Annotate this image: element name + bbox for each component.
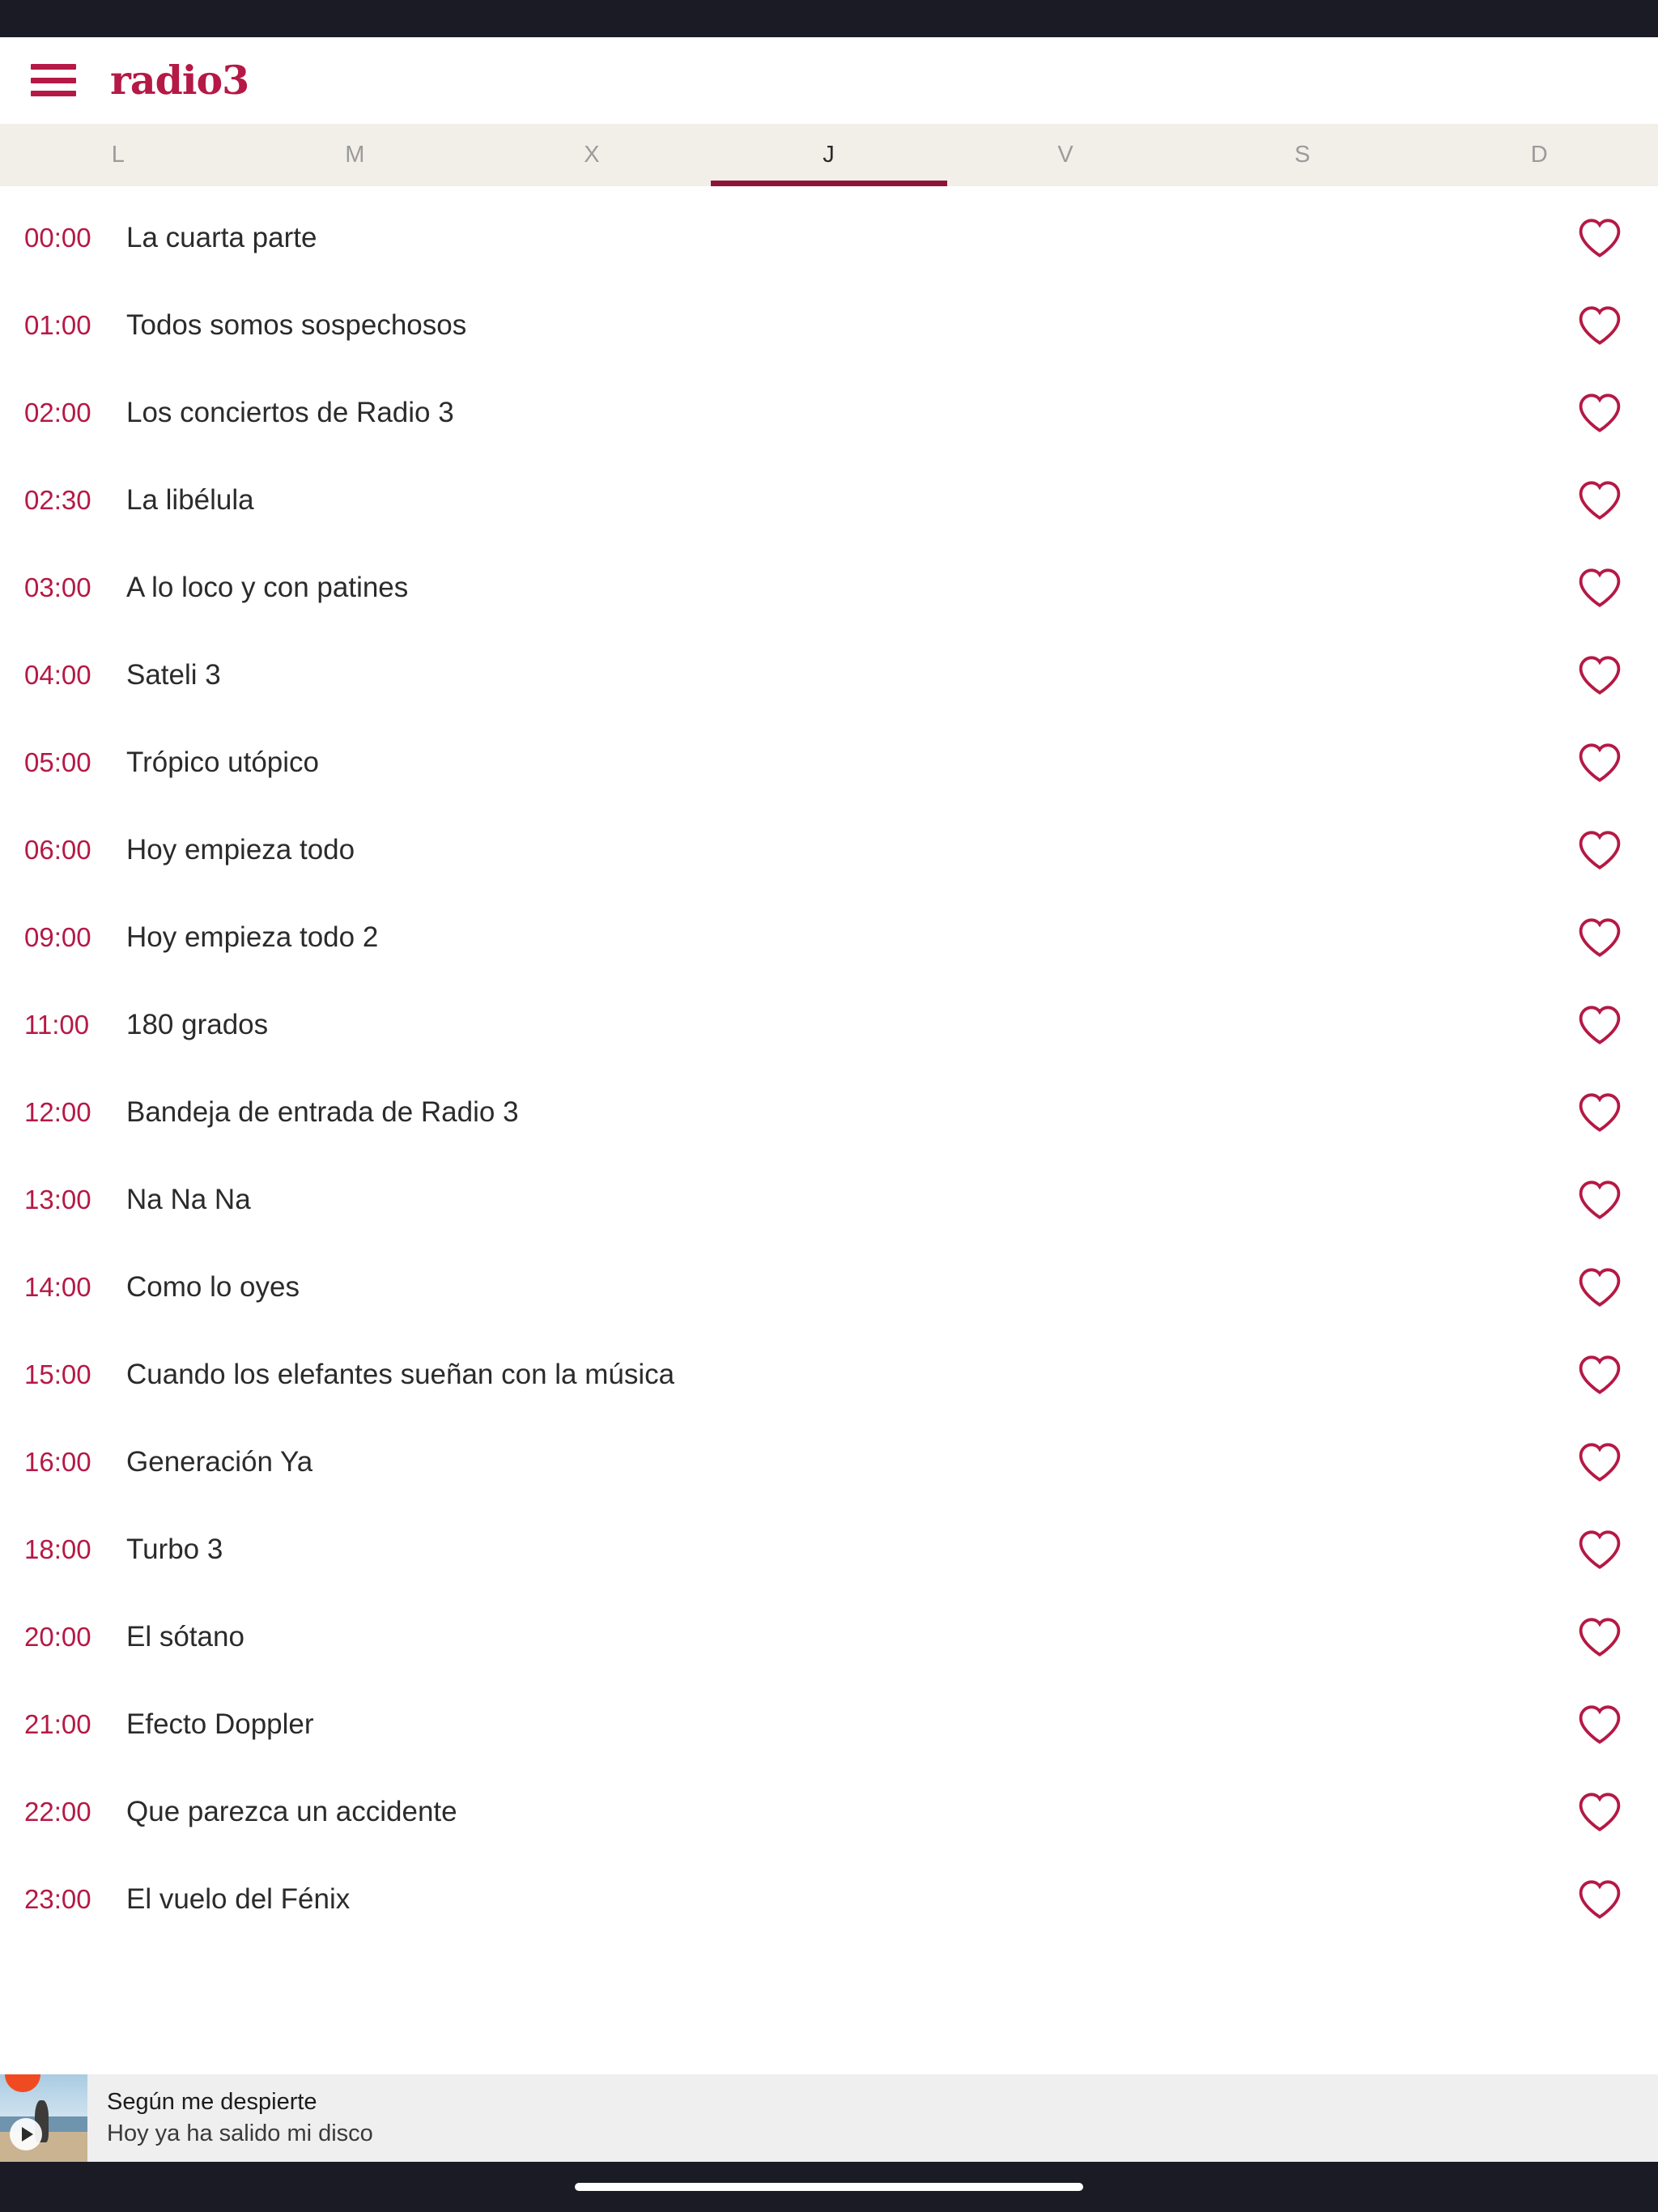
schedule-row-title: La libélula xyxy=(126,484,254,516)
day-tab-label: X xyxy=(584,142,601,168)
schedule-row-time: 16:00 xyxy=(24,1447,91,1477)
hamburger-menu-icon[interactable] xyxy=(31,64,76,96)
schedule-row-time: 13:00 xyxy=(24,1185,91,1214)
schedule-row-time: 18:00 xyxy=(24,1534,91,1564)
day-tab-label: V xyxy=(1057,142,1074,168)
schedule-row-time: 02:30 xyxy=(24,485,91,515)
heart-icon[interactable] xyxy=(1577,1704,1622,1746)
day-tab-d[interactable] xyxy=(1421,124,1658,186)
schedule-row[interactable] xyxy=(0,1768,1658,1856)
heart-icon[interactable] xyxy=(1577,479,1622,521)
schedule-row-time: 12:00 xyxy=(24,1097,91,1127)
now-playing-subtitle: Hoy ya ha salido mi disco xyxy=(107,2121,373,2146)
heart-icon[interactable] xyxy=(1577,1266,1622,1308)
schedule-row-time: 02:00 xyxy=(24,398,91,428)
hamburger-line xyxy=(31,78,76,83)
schedule-row-time: 14:00 xyxy=(24,1272,91,1302)
schedule-row-title: Hoy empieza todo xyxy=(126,834,355,866)
schedule-row-title: Cuando los elefantes sueñan con la música xyxy=(126,1359,675,1390)
schedule-list xyxy=(0,186,1658,1943)
schedule-row[interactable] xyxy=(0,1156,1658,1244)
schedule-row[interactable] xyxy=(0,194,1658,282)
schedule-row-title: La cuarta parte xyxy=(126,222,317,253)
schedule-row-time: 05:00 xyxy=(24,747,91,777)
schedule-row-time: 00:00 xyxy=(24,223,91,253)
app-logo-radio3: radio3 xyxy=(110,57,249,104)
heart-icon[interactable] xyxy=(1577,217,1622,259)
schedule-row-time: 23:00 xyxy=(24,1884,91,1914)
day-tab-label: S xyxy=(1295,142,1312,168)
schedule-row-title: Como lo oyes xyxy=(126,1271,300,1303)
schedule-row[interactable] xyxy=(0,282,1658,369)
schedule-row[interactable] xyxy=(0,719,1658,806)
schedule-row-title: 180 grados xyxy=(126,1009,269,1040)
schedule-row-title: Sateli 3 xyxy=(126,659,221,691)
day-tab-label: J xyxy=(823,142,835,168)
day-tab-label: L xyxy=(111,142,125,168)
home-indicator[interactable] xyxy=(575,2183,1083,2191)
schedule-row[interactable] xyxy=(0,1681,1658,1768)
heart-icon[interactable] xyxy=(1577,917,1622,959)
schedule-row[interactable] xyxy=(0,1593,1658,1681)
schedule-row-title: Bandeja de entrada de Radio 3 xyxy=(126,1096,519,1128)
schedule-row-time: 06:00 xyxy=(24,835,91,865)
heart-icon[interactable] xyxy=(1577,742,1622,784)
schedule-row-time: 11:00 xyxy=(24,1010,90,1040)
schedule-row-title: El vuelo del Fénix xyxy=(126,1883,351,1915)
schedule-row[interactable] xyxy=(0,894,1658,981)
schedule-row[interactable] xyxy=(0,1856,1658,1943)
day-tab-m[interactable] xyxy=(237,124,474,186)
schedule-row-title: Na Na Na xyxy=(126,1184,251,1215)
now-playing-bar[interactable] xyxy=(0,2074,1658,2162)
heart-icon[interactable] xyxy=(1577,1616,1622,1658)
day-tab-label: M xyxy=(345,142,366,168)
system-navigation-bar xyxy=(0,2162,1658,2212)
schedule-row-title: A lo loco y con patines xyxy=(126,572,409,603)
status-bar xyxy=(0,0,1658,37)
schedule-row-title: El sótano xyxy=(126,1621,244,1653)
schedule-row-title: Turbo 3 xyxy=(126,1534,223,1565)
schedule-row[interactable] xyxy=(0,1069,1658,1156)
heart-icon[interactable] xyxy=(1577,304,1622,347)
schedule-row[interactable] xyxy=(0,1244,1658,1331)
heart-icon[interactable] xyxy=(1577,1354,1622,1396)
schedule-row[interactable] xyxy=(0,369,1658,457)
heart-icon[interactable] xyxy=(1577,1179,1622,1221)
schedule-row-time: 09:00 xyxy=(24,922,91,952)
schedule-row-time: 22:00 xyxy=(24,1797,91,1827)
schedule-row-title: Los conciertos de Radio 3 xyxy=(126,397,454,428)
heart-icon[interactable] xyxy=(1577,1091,1622,1134)
schedule-row-title: Todos somos sospechosos xyxy=(126,309,467,341)
heart-icon[interactable] xyxy=(1577,1441,1622,1483)
day-tab-v[interactable] xyxy=(947,124,1184,186)
schedule-row-time: 20:00 xyxy=(24,1622,91,1652)
day-tab-label: D xyxy=(1530,142,1549,168)
schedule-row-time: 15:00 xyxy=(24,1359,91,1389)
heart-icon[interactable] xyxy=(1577,1004,1622,1046)
schedule-row[interactable] xyxy=(0,1331,1658,1419)
day-tabs xyxy=(0,124,1658,186)
schedule-row-title: Efecto Doppler xyxy=(126,1708,314,1740)
heart-icon[interactable] xyxy=(1577,829,1622,871)
heart-icon[interactable] xyxy=(1577,392,1622,434)
schedule-row-title: Trópico utópico xyxy=(126,747,319,778)
schedule-row[interactable] xyxy=(0,981,1658,1069)
schedule-row[interactable] xyxy=(0,544,1658,632)
day-tab-l[interactable] xyxy=(0,124,237,186)
schedule-row[interactable] xyxy=(0,1506,1658,1593)
day-tab-s[interactable] xyxy=(1184,124,1422,186)
heart-icon[interactable] xyxy=(1577,1529,1622,1571)
now-playing-meta xyxy=(107,2089,373,2147)
heart-icon[interactable] xyxy=(1577,1791,1622,1833)
heart-icon[interactable] xyxy=(1577,654,1622,696)
schedule-row-time: 21:00 xyxy=(24,1709,91,1739)
schedule-row-title: Generación Ya xyxy=(126,1446,313,1478)
heart-icon[interactable] xyxy=(1577,1878,1622,1921)
now-playing-program: Según me despierte xyxy=(107,2089,317,2115)
heart-icon[interactable] xyxy=(1577,567,1622,609)
schedule-row-time: 03:00 xyxy=(24,572,91,602)
play-icon[interactable] xyxy=(10,2118,42,2150)
schedule-row[interactable] xyxy=(0,1419,1658,1506)
schedule-row-title: Hoy empieza todo 2 xyxy=(126,921,379,953)
schedule-row-time: 04:00 xyxy=(24,660,91,690)
schedule-row[interactable] xyxy=(0,457,1658,544)
schedule-row[interactable] xyxy=(0,806,1658,894)
schedule-row[interactable] xyxy=(0,632,1658,719)
hamburger-line xyxy=(31,91,76,96)
app-bar xyxy=(0,37,1658,124)
hamburger-line xyxy=(31,64,76,70)
day-tab-x[interactable] xyxy=(474,124,711,186)
schedule-row-time: 01:00 xyxy=(24,310,91,340)
program-artwork xyxy=(0,2074,87,2162)
day-tab-j[interactable] xyxy=(711,124,948,186)
schedule-row-title: Que parezca un accidente xyxy=(126,1796,457,1827)
